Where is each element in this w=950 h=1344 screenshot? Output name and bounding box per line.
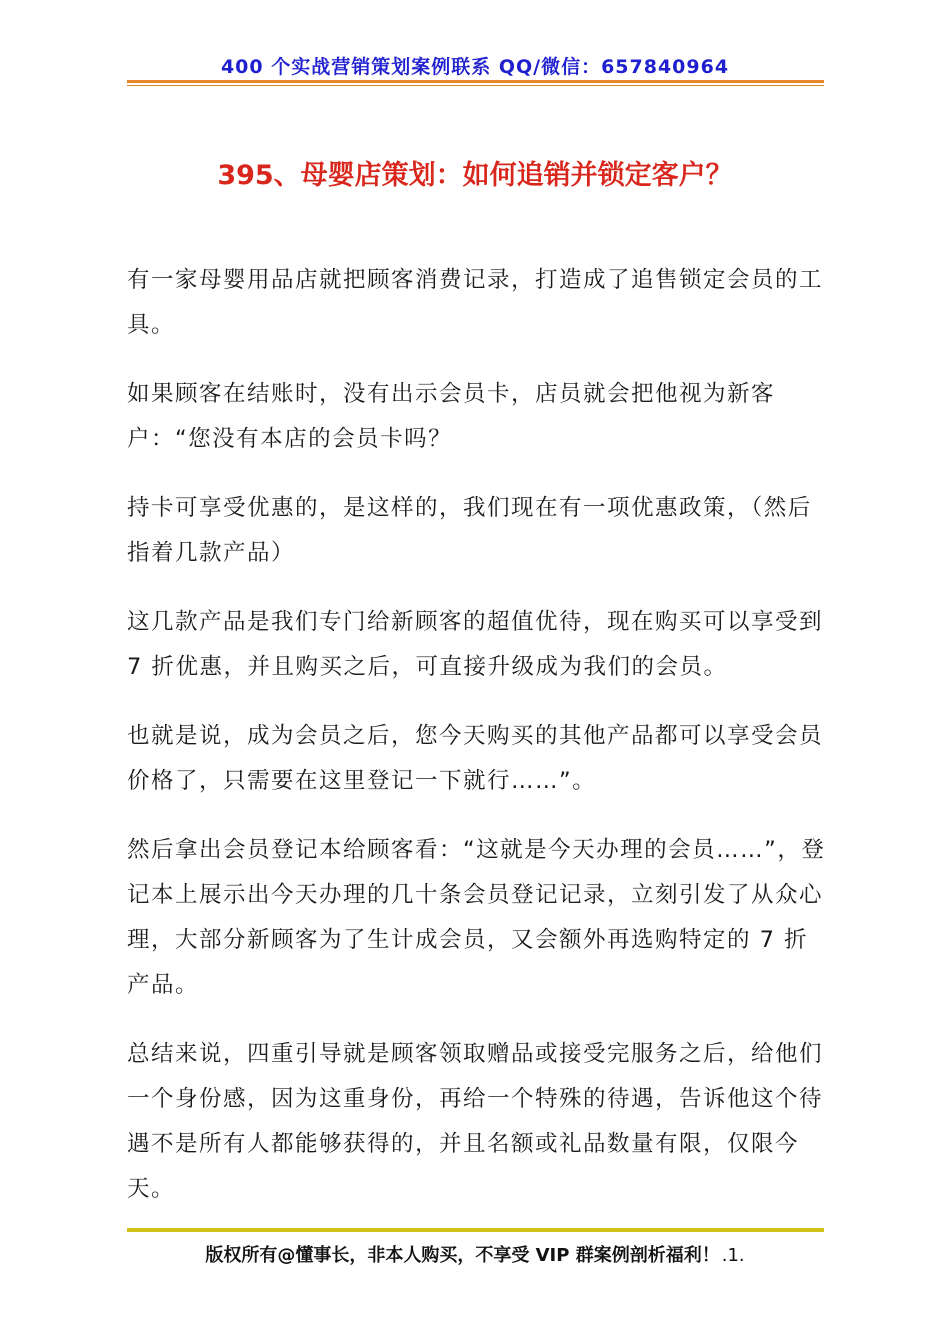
header-rule-thin (127, 85, 824, 86)
paragraph-1: 有一家母婴用品店就把顾客消费记录，打造成了追售锁定会员的工具。 (127, 267, 824, 338)
header-rule (127, 80, 824, 83)
paragraph-6: 然后拿出会员登记本给顾客看：“这就是今天办理的会员……”，登记本上展示出今天办理的几十条会员登记记录，立刻引发了从众心理，大部分新顾客为了生计成会员，又会额外再选购特定的 7 折产品。 (127, 837, 826, 998)
page-footer (0, 1241, 950, 1267)
document-body (127, 258, 827, 1236)
paragraph-3: 持卡可享受优惠的，是这样的，我们现在有一项优惠政策，（然后指着几款产品） (127, 495, 812, 566)
page-header: 400 个实战营销策划案例联系 QQ/微信：657840964 (220, 56, 730, 78)
paragraph-2: 如果顾客在结账时，没有出示会员卡，店员就会把他视为新客户：“您没有本店的会员卡吗？ (127, 381, 776, 452)
paragraph-4: 这几款产品是我们专门给新顾客的超值优待，现在购买可以享受到 7 折优惠，并且购买之后，可直接升级成为我们的会员。 (127, 609, 824, 680)
footer-rule (127, 1228, 824, 1232)
paragraph-7: 总结来说，四重引导就是顾客领取赠品或接受完服务之后，给他们一个身份感，因为这重身份，再给一个特殊的待遇，告诉他这个待遇不是所有人都能够获得的，并且名额或礼品数量有限，仅限今天。 (127, 1041, 824, 1202)
footer-copyright: 版权所有@懂事长，非本人购买，不享受 VIP 群案例剖析福利！ (205, 1245, 720, 1266)
document-title: 395、母婴店策划：如何追销并锁定客户？ (217, 160, 733, 191)
page-number: .1. (721, 1245, 745, 1266)
paragraph-5: 也就是说，成为会员之后，您今天购买的其他产品都可以享受会员价格了，只需要在这里登记一下就行……”。 (127, 723, 824, 794)
